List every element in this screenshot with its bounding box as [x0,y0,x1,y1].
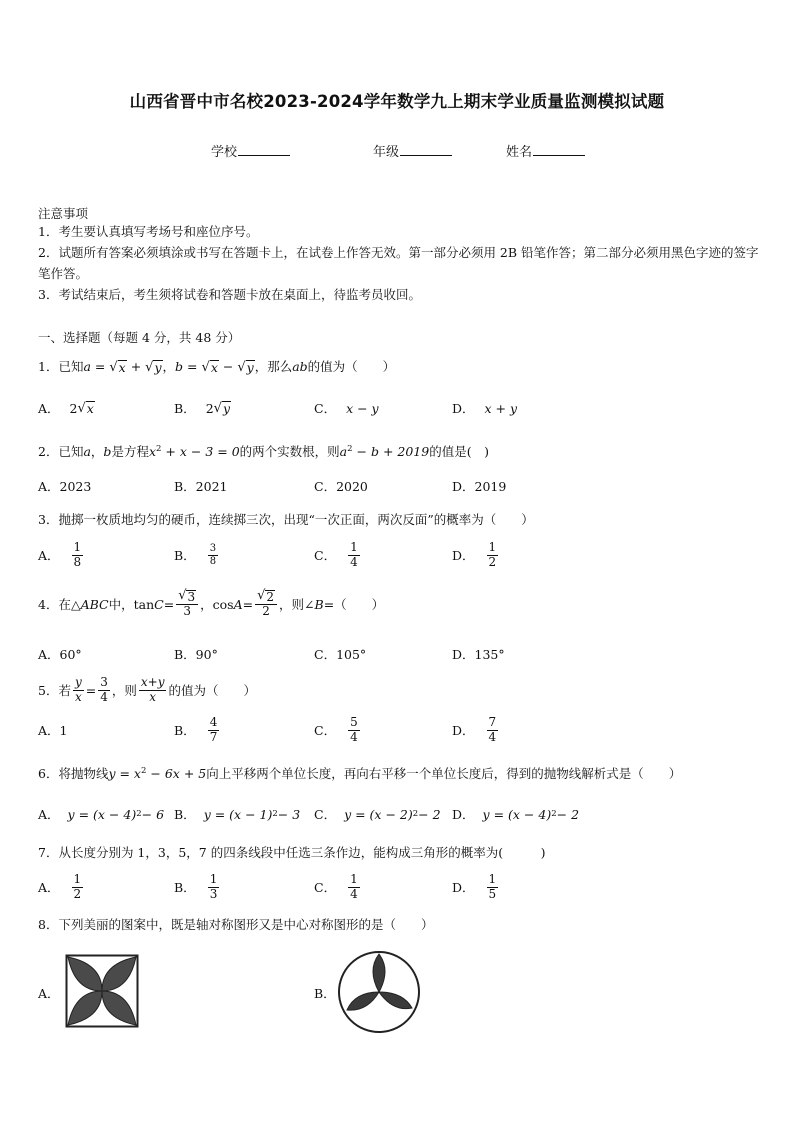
q1-a-rad: x [86,400,94,416]
q5-option-d[interactable] [452,710,500,750]
q8-option-b-label[interactable]: B． [314,986,336,1001]
question-3: 3．抛掷一枚质地均匀的硬币，连续掷三次，出现“一次正面，两次反面”的概率为（ ） [38,512,534,527]
option-label: A． [38,880,60,895]
q4-rad2: 2 [266,589,275,604]
q4-c: C [154,596,164,612]
q4-abc: ABC [80,596,109,612]
q1-sqrt-y2: √ y [237,360,254,376]
q4-tail: =（ ） [323,597,385,612]
q1-ab: ab [292,359,308,374]
q2-option-b[interactable]: B．2021 [174,479,228,494]
school-blank [238,143,290,156]
q2-option-d[interactable]: D．2019 [452,479,507,494]
school-label: 学校 [211,145,238,160]
q4-option-d[interactable]: D．135° [452,647,505,662]
denominator: 4 [350,886,358,901]
q1-options [38,388,758,428]
denominator: 8 [73,554,82,569]
q1-option-c[interactable] [314,388,379,428]
q5-b-frac [208,716,220,745]
numerator: 1 [488,539,497,554]
q4-a: A [233,596,243,612]
q1-b-rad: y [222,400,230,416]
q1-var-b: b [175,359,184,374]
q2-eq-rest: + x − 3 = 0 [161,444,240,459]
q1-sqrt-x: √ x [109,360,126,376]
q5-frac-34 [98,676,110,705]
option-label: D． [452,548,475,563]
q1-a-sqrt: √ x [77,400,94,416]
q6-option-c[interactable] [314,794,441,834]
q4-prefix: 4．在△ [38,597,81,612]
denominator: 3 [209,886,218,901]
q5-mid: ，则 [111,683,137,698]
q1-b-sqrt: √ y [213,400,230,416]
option-label: B． [174,548,196,563]
grade-label: 年级 [373,145,400,160]
q3-option-b[interactable] [174,535,220,575]
q4-b: B [314,596,324,612]
numerator: x+y [140,674,165,689]
q6-option-d[interactable] [452,794,579,834]
denominator: 4 [350,554,358,569]
q1-d-text: x + y [484,400,518,416]
q2-eq-sq: 2 [156,443,162,454]
question-5 [38,670,256,710]
numerator: 1 [73,539,82,554]
q5-frac-yx [73,676,84,705]
q2-tail: 的值是( ) [429,444,489,459]
q6-option-b[interactable] [174,794,300,834]
q1-rad-x: x [118,360,126,376]
q3-b-frac [208,543,218,567]
q6-parab: y = x [108,766,141,781]
q7-option-a[interactable] [38,867,85,907]
q5-option-a[interactable]: A．1 [38,723,68,738]
q2-expr-sq: 2 [347,443,353,454]
question-8: 8．下列美丽的图案中，既是轴对称图形又是中心对称图形的是（ ） [38,917,434,932]
q4-eq2: = [242,596,254,612]
denominator: 8 [209,555,217,567]
q1-sqrt-x2: √ x [201,360,218,376]
q2-options [38,466,758,506]
q2-mid2: 的两个实数根，则 [239,444,340,459]
q1-eq: = [94,359,106,374]
q6-b-base: y = (x − 1) [203,806,273,822]
q3-d-frac [487,541,499,570]
denominator: 4 [350,729,358,744]
option-label: B． [174,807,196,822]
q3-option-d[interactable] [452,535,500,575]
q1-option-a[interactable] [38,388,95,428]
q4-mid: 中，tan [108,597,155,612]
q7-option-d[interactable] [452,867,500,907]
q2-eq-x: x [148,444,157,459]
denominator: 2 [73,886,82,901]
option-label: D． [452,723,475,738]
q1-c-text: x − y [346,400,379,416]
q6-c-sq: 2 [412,809,419,819]
question-7: 7．从长度分别为 1，3，5，7 的四条线段中任选三条作边，能构成三角形的概率为( ) [38,845,546,860]
q4-rad3: 3 [187,589,196,604]
numerator [255,589,277,605]
q2-prefix: 2．已知 [38,444,84,459]
q1-a-coef: 2 [69,400,78,416]
option-label: A． [38,401,60,416]
q6-c-rest: − 2 [418,806,441,822]
q1-option-d[interactable] [452,388,517,428]
q6-a-base: y = (x − 4) [67,806,137,822]
q8-figure-a[interactable] [65,954,139,1028]
denominator: x [74,689,82,704]
q6-b-sq: 2 [272,809,278,819]
q4-cos-frac [255,589,277,619]
school-field [211,141,290,160]
q6-d-sq: 2 [551,809,557,819]
option-label: C． [314,401,337,416]
numerator [176,589,198,605]
exam-title: 山西省晋中市名校2023-2024学年数学九上期末学业质量监测模拟试题 [129,92,665,111]
q3-options [38,535,758,575]
option-label: C． [314,880,337,895]
option-label: A． [38,548,60,563]
option-label: B． [174,723,196,738]
q5-tail: 的值为（ ） [168,683,256,698]
q1-b-coef: 2 [205,400,214,416]
q5-option-b[interactable] [174,710,221,750]
name-label: 姓名 [506,145,533,160]
numerator: 1 [350,871,358,886]
q6-prefix: 6．将抛物线 [38,766,109,781]
q5-option-c[interactable] [314,710,362,750]
name-blank [533,143,585,156]
q7-c-frac [348,873,360,902]
q2-option-c[interactable]: C．2020 [314,479,368,494]
q6-a-sq: 2 [136,809,142,819]
q2-expr-rest: − b + 2019 [352,444,430,459]
q3-c-frac [348,541,360,570]
q7-b-frac [208,873,220,902]
denominator: 4 [100,689,108,704]
q4-tail-pre: ，则∠ [279,597,315,612]
q1-suffix: ，那么 [254,359,293,374]
q1-plus: + [130,359,142,374]
q4-option-a[interactable]: A．60° [38,647,82,662]
q8-figure-b[interactable] [337,950,421,1034]
q2-option-a[interactable]: A．2023 [38,479,92,494]
question-6 [38,764,681,782]
notice-item-2: 2．试题所有答案必须填涂或书写在答题卡上，在试卷上作答无效。第一部分必须用 2B 铅笔作答；第二部分必须用黑色字迹的签字笔作答。 [38,245,759,281]
q4-sqrt2: √ 2 [257,588,275,604]
q5-eq: = [85,682,97,698]
q1-comma: ， [162,359,176,374]
q4-sqrt3: √ 3 [178,588,196,604]
option-label: B． [174,880,196,895]
q1-rad-y2: y [246,360,254,376]
numerator: 5 [350,714,358,729]
q4-comma: ，cos [200,597,234,612]
q1-minus: − [222,359,234,374]
denominator: 2 [262,604,270,619]
q6-options [38,794,758,834]
q5-c-frac [348,716,360,745]
question-4 [38,584,384,624]
q7-a-frac [72,873,84,902]
q4-option-b[interactable]: B．90° [174,647,218,662]
option-label: D． [452,401,475,416]
denominator: 4 [488,729,497,744]
numerator: 7 [488,714,497,729]
q6-c-base: y = (x − 2) [344,806,413,822]
name-field [506,141,585,160]
q5-frac-xy [139,676,167,705]
q3-option-a[interactable] [38,535,85,575]
numerator: 3 [100,674,108,689]
option-label: C． [314,807,337,822]
q5-options [38,710,758,750]
q1-tail: 的值为（ ） [307,359,396,374]
q6-d-base: y = (x − 4) [482,806,552,822]
option-label: C． [314,548,337,563]
option-label: A． [38,807,60,822]
q8-option-a-label[interactable]: A． [38,986,60,1001]
q3-option-c[interactable] [314,535,362,575]
numerator: 1 [73,871,82,886]
q6-b-rest: − 3 [277,806,301,822]
q6-a-rest: − 6 [141,806,165,822]
q3-a-frac [72,541,84,570]
numerator: 1 [209,871,218,886]
option-label: C． [314,723,337,738]
q4-tan-frac [176,589,198,619]
q1-rad-x2: x [210,360,218,376]
q4-option-c[interactable]: C．105° [314,647,367,662]
q1-option-b[interactable] [174,388,231,428]
q6-option-a[interactable] [38,794,164,834]
q1-var-a: a [83,359,91,374]
numerator: 1 [350,539,358,554]
denominator: x [149,689,157,704]
numerator: 3 [209,543,217,554]
q6-parab-rest: − 6x + 5 [146,766,207,781]
q7-option-c[interactable] [314,867,362,907]
q6-sq: 2 [141,765,147,776]
section-title: 一、选择题（每题 4 分，共 48 分） [38,330,241,345]
option-label: B． [174,401,196,416]
q2-var-b: b [103,444,112,459]
q4-eq: = [163,596,175,612]
denominator: 2 [488,554,497,569]
denominator: 5 [488,886,497,901]
q2-var-a: a [83,444,91,459]
notice-item-1: 1．考生要认真填写考场号和座位序号。 [38,224,259,239]
numerator: y [74,674,82,689]
q5-prefix: 5．若 [38,683,71,698]
grade-field [373,141,452,160]
denominator: 3 [183,604,191,619]
q6-tail: 向上平移两个单位长度，再向右平移一个单位长度后，得到的抛物线解析式是（ ） [206,766,682,781]
q5-d-frac [487,716,499,745]
notice-heading: 注意事项 [38,206,89,221]
q4-options [38,634,758,674]
q1-rad-y: y [154,360,162,376]
notice-item-3: 3．考试结束后，考生须将试卷和答题卡放在桌面上，待监考员收回。 [38,287,421,302]
q1-prefix: 1．已知 [38,359,84,374]
q2-mid: 是方程 [111,444,149,459]
q1-eq2: = [187,359,198,374]
option-label: D． [452,880,475,895]
numerator: 1 [488,871,497,886]
question-2 [38,442,489,460]
option-label: D． [452,807,475,822]
q6-d-rest: − 2 [556,806,580,822]
q7-option-b[interactable] [174,867,221,907]
q7-d-frac [487,873,499,902]
q7-options [38,867,758,907]
question-1 [38,357,395,375]
q2-expr-a: a [339,444,348,459]
denominator: 7 [209,729,218,744]
grade-blank [400,143,452,156]
q1-sqrt-y: √ y [145,360,162,376]
q2-sep: ， [90,444,104,459]
numerator: 4 [209,714,218,729]
